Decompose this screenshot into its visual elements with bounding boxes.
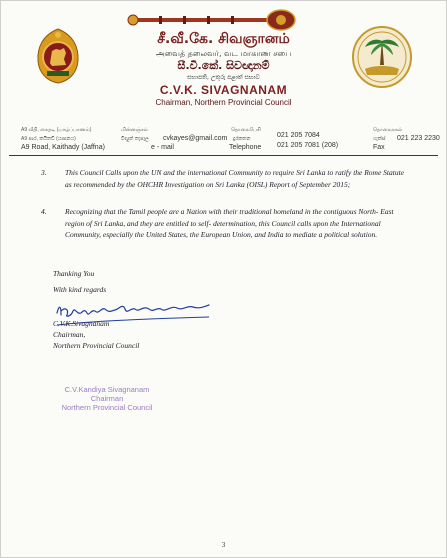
address-english: A9 Road, Kaithady (Jaffna) [21, 144, 105, 151]
phone-label: Telephone [229, 144, 262, 151]
address-sinhala: A9 පාර, කයිතඩි (යාපනය) [21, 136, 76, 142]
stamp-line-3: Northern Provincial Council [61, 403, 153, 412]
email-label-tamil: மின்னஞ்சல் [121, 127, 148, 133]
email-address: cvkayes@gmail.com [163, 135, 228, 142]
letterhead-english-title: Chairman, Northern Provincial Council [155, 98, 292, 107]
item-number: 3. [41, 168, 47, 177]
letterhead-sinhala-title: සභාපති, උතුරු පළාත් සභාව [187, 74, 260, 81]
item-number: 4. [41, 207, 47, 216]
phone-number-2: 021 205 7081 (208) [277, 142, 339, 149]
stamp-line-2: Chairman [90, 394, 124, 403]
closing-thanks: Thanking You [53, 269, 95, 278]
signatory-title: Chairman, [53, 330, 86, 339]
ceremonial-mace-icon [121, 6, 301, 34]
fax-label-tamil: தொலைநகல் [373, 127, 403, 133]
page-number: 3 [221, 541, 226, 549]
fax-number: 021 223 2230 [397, 135, 440, 142]
item-text: This Council Calls upon the UN and the international Community to require Sri Lanka to ratify the Rome Statute as recommended by the OHCHR Investigation on Sri Lanka (OISL) Report of September 2015; [65, 168, 405, 189]
email-label-sinhala: විද්‍යුත් තැපෑල [121, 136, 149, 142]
resolution-item-3 [41, 167, 411, 190]
phone-label-tamil: தொலைபேசி [231, 127, 261, 133]
address-tamil: A9 வீதி, கைதடி (யாழ்ப்பாணம்) [21, 127, 92, 133]
letterhead-tamil-name: சீ.வீ.கே. சிவஞானம் [157, 31, 290, 47]
fax-label: Fax [373, 144, 385, 151]
signatory-name: C.V.K.Sivagnanam [53, 319, 110, 328]
letterhead-divider [9, 155, 438, 156]
closing-regards: With kind regards [53, 285, 107, 294]
letterhead-sinhala-name: සී.වී.කේ. සිවඥානම් [177, 59, 270, 72]
signatory-organization: Northern Provincial Council [53, 341, 140, 350]
official-stamp [57, 385, 157, 412]
phone-number-1: 021 205 7084 [277, 132, 320, 139]
email-label: e - mail [151, 144, 174, 151]
item-text: Recognizing that the Tamil people are a Nation with their traditional homeland in the contiguous North- East region of Sri Lanka, and they are entitled to self- determination, this Council calls upon the International Community, especially the United States, the European Union, and India to mediate a political solution. [65, 207, 394, 239]
letterhead-tamil-title: அவைத் தலைவர், வட மாகாண சபை [155, 49, 292, 58]
letterhead-english-name: C.V.K. SIVAGNANAM [159, 83, 288, 97]
fax-label-sinhala: ෆැක්ස් [373, 136, 386, 142]
phone-label-sinhala: දුරකතන [233, 136, 251, 142]
stamp-line-1: C.V.Kandiya Sivagnanam [64, 385, 150, 394]
contact-block [1, 114, 446, 154]
resolution-item-4 [41, 206, 411, 241]
